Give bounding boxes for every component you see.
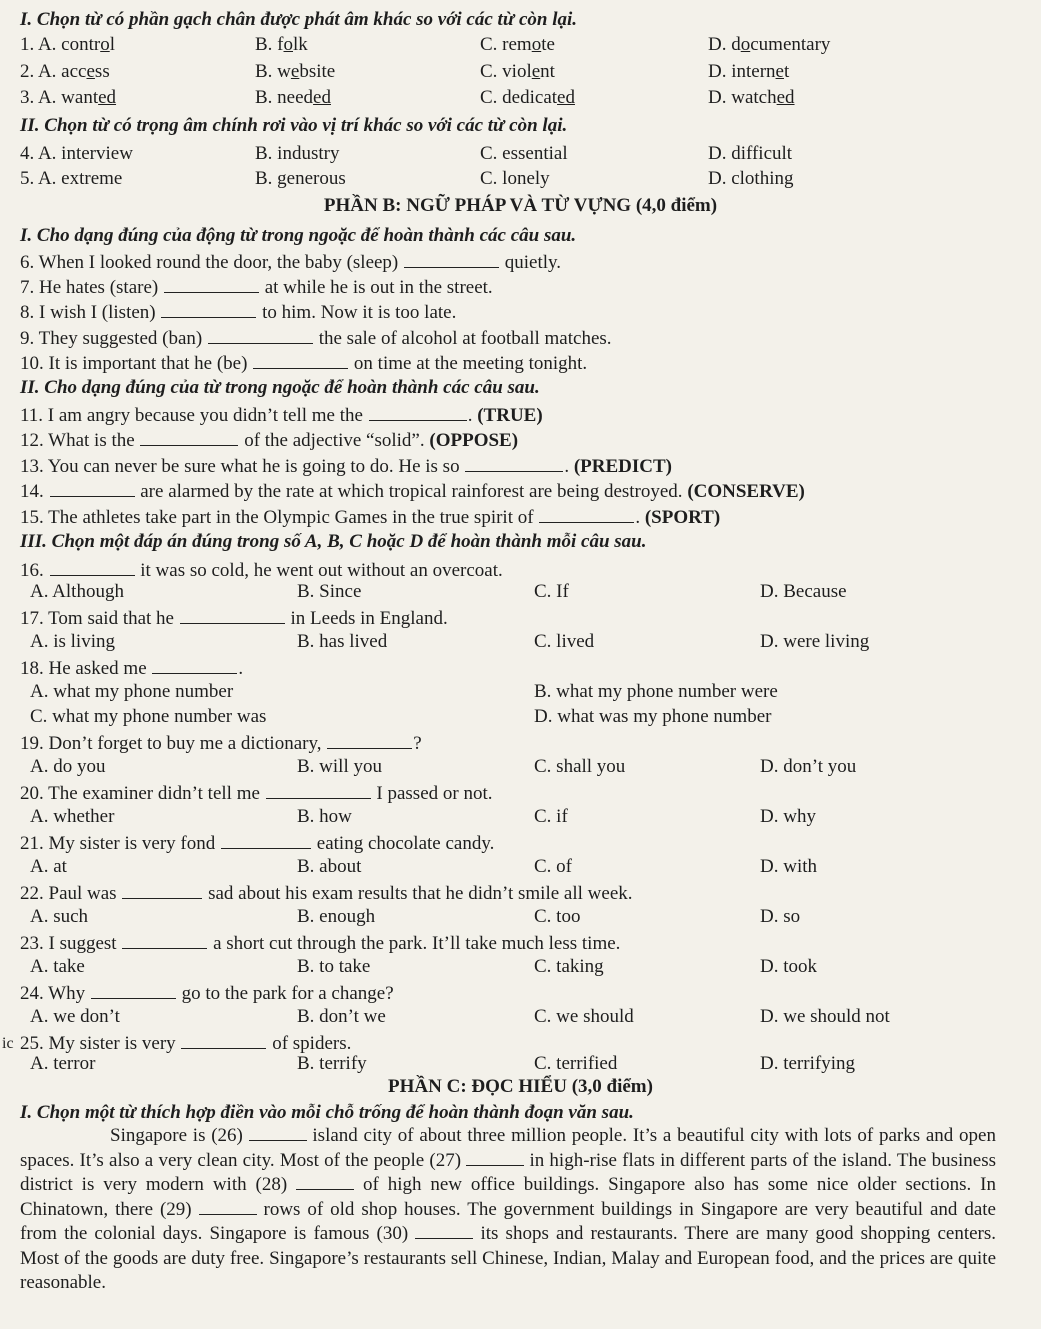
answer-option: D. why [760, 806, 816, 827]
answer-option: C. lived [534, 631, 595, 652]
answer-option: 5. A. extreme [20, 168, 123, 189]
answer-option: 1. A. control [20, 34, 115, 55]
answer-blank[interactable] [152, 655, 237, 674]
answer-option: B. how [297, 806, 352, 827]
margin-note: ic [2, 1035, 14, 1052]
question-line: 23. I suggest a short cut through the park. It’ll take much less time. [20, 930, 620, 957]
passage-blank[interactable] [249, 1124, 307, 1141]
answer-option: D. documentary [708, 34, 831, 55]
answer-blank[interactable] [140, 427, 238, 446]
answer-option: D. what was my phone number [534, 706, 772, 727]
answer-blank[interactable] [208, 325, 313, 344]
word-hint: (PREDICT) [573, 456, 673, 477]
answer-option: A. what my phone number [30, 681, 234, 702]
answer-option: D. clothing [708, 168, 794, 189]
answer-blank[interactable] [161, 299, 256, 318]
answer-blank[interactable] [369, 402, 467, 421]
word-hint: (OPPOSE) [429, 430, 519, 451]
answer-option: D. terrifying [760, 1053, 855, 1074]
answer-option: B. has lived [297, 631, 388, 652]
answer-option: C. shall you [534, 756, 626, 777]
question-line: 8. I wish I (listen) to him. Now it is too late. [20, 299, 456, 326]
answer-blank[interactable] [181, 1030, 266, 1049]
section-heading: I. Chọn từ có phần gạch chân được phát âm khác so với các từ còn lại. [20, 9, 578, 30]
underlined-part: o [283, 34, 293, 55]
passage-blank[interactable] [415, 1222, 473, 1239]
reading-passage: Singapore is (26) island city of about three million people. It’s a beautiful city with lots of parks and open spaces. It’s also a very clean city. Most of the people (27) in high-rise flats in different parts of the island. The business district is very modern with (28) of high new office buildings. Singapore also has some nice older sections. In Chinatown, there (29) rows of old shop houses. The government buildings in Singapore are very beautiful and date from the colonial days. Singapore is famous (30) its shops and restaurants. There are many good shopping centers. Most of the goods are duty free. Singapore’s restaurants sell Chinese, Indian, Malay and European food, and the prices are quite reasonable. [20, 1125, 997, 1293]
question-line: 7. He hates (stare) at while he is out in the street. [20, 274, 493, 301]
answer-option: D. don’t you [760, 756, 857, 777]
answer-option: B. website [255, 61, 336, 82]
underlined-part: o [100, 34, 110, 55]
answer-blank[interactable] [539, 504, 634, 523]
answer-blank[interactable] [221, 830, 311, 849]
answer-blank[interactable] [50, 557, 135, 576]
word-hint: (CONSERVE) [687, 481, 805, 502]
answer-option: D. we should not [760, 1006, 890, 1027]
question-line: 12. What is the of the adjective “solid”. (OPPOSE) [20, 427, 518, 454]
underlined-part: e [290, 61, 300, 82]
question-line: 14. are alarmed by the rate at which tropical rainforest are being destroyed. (CONSERVE) [20, 478, 805, 505]
answer-option: D. took [760, 956, 817, 977]
answer-blank[interactable] [122, 930, 207, 949]
answer-option: C. we should [534, 1006, 634, 1027]
section-heading: III. Chọn một đáp án đúng trong số A, B, C hoặc D để hoàn thành mỗi câu sau. [20, 531, 647, 552]
question-line: 21. My sister is very fond eating chocolate candy. [20, 830, 494, 857]
question-line: 11. I am angry because you didn’t tell me the . (TRUE) [20, 402, 543, 429]
answer-option: C. essential [480, 143, 568, 164]
question-line: 20. The examiner didn’t tell me I passed or not. [20, 780, 493, 807]
answer-option: B. enough [297, 906, 376, 927]
answer-option: C. of [534, 856, 572, 877]
answer-option: A. terror [30, 1053, 96, 1074]
answer-option: D. so [760, 906, 801, 927]
word-hint: (TRUE) [477, 405, 543, 426]
answer-blank[interactable] [253, 350, 348, 369]
answer-option: B. what my phone number were [534, 681, 778, 702]
underlined-part: o [740, 34, 751, 55]
answer-option: 2. A. access [20, 61, 110, 82]
question-line: 15. The athletes take part in the Olympic Games in the true spirit of . (SPORT) [20, 504, 720, 531]
answer-option: C. dedicated [480, 87, 575, 108]
underlined-part: o [531, 34, 542, 55]
answer-option: C. terrified [534, 1053, 618, 1074]
answer-option: A. we don’t [30, 1006, 120, 1027]
answer-option: D. with [760, 856, 817, 877]
answer-option: C. lonely [480, 168, 550, 189]
answer-option: B. to take [297, 956, 371, 977]
word-hint: (SPORT) [644, 507, 721, 528]
underlined-part: ed [98, 87, 117, 108]
answer-option: 4. A. interview [20, 143, 133, 164]
answer-option: B. don’t we [297, 1006, 386, 1027]
question-line: 9. They suggested (ban) the sale of alcohol at football matches. [20, 325, 612, 352]
answer-option: C. If [534, 581, 569, 602]
answer-blank[interactable] [404, 249, 499, 268]
question-line: 24. Why go to the park for a change? [20, 980, 394, 1007]
answer-blank[interactable] [164, 274, 259, 293]
answer-option: 3. A. wanted [20, 87, 117, 108]
answer-option: D. internet [708, 61, 790, 82]
answer-blank[interactable] [465, 453, 563, 472]
passage-blank[interactable] [296, 1173, 354, 1190]
answer-option: B. needed [255, 87, 331, 108]
underlined-part: ed [313, 87, 331, 108]
underlined-part: e [775, 61, 784, 82]
section-heading: II. Chọn từ có trọng âm chính rơi vào vị trí khác so với các từ còn lại. [20, 115, 568, 136]
answer-blank[interactable] [122, 880, 202, 899]
passage-blank[interactable] [199, 1198, 257, 1215]
answer-option: B. terrify [297, 1053, 367, 1074]
answer-option: D. watched [708, 87, 795, 108]
answer-option: A. do you [30, 756, 106, 777]
answer-option: B. about [297, 856, 362, 877]
underlined-part: ed [557, 87, 575, 108]
answer-option: B. industry [255, 143, 340, 164]
answer-option: B. generous [255, 168, 346, 189]
section-heading: I. Cho dạng đúng của động từ trong ngoặc để hoàn thành các câu sau. [20, 225, 577, 246]
answer-option: C. if [534, 806, 568, 827]
answer-option: A. Although [30, 581, 124, 602]
answer-option: A. at [30, 856, 67, 877]
answer-blank[interactable] [50, 478, 135, 497]
question-line: 25. My sister is very of spiders. [20, 1030, 351, 1057]
answer-option: D. Because [760, 581, 847, 602]
passage-blank[interactable] [466, 1149, 524, 1166]
answer-blank[interactable] [180, 605, 285, 624]
question-line: 19. Don’t forget to buy me a dictionary, ? [20, 730, 422, 757]
question-line: 16. it was so cold, he went out without an overcoat. [20, 557, 503, 584]
question-line: 10. It is important that he (be) on time at the meeting tonight. [20, 350, 587, 377]
answer-option: C. too [534, 906, 581, 927]
question-line: 6. When I looked round the door, the baby (sleep) quietly. [20, 249, 561, 276]
underlined-part: ed [776, 87, 795, 108]
answer-blank[interactable] [327, 730, 412, 749]
question-line: 13. You can never be sure what he is going to do. He is so . (PREDICT) [20, 453, 672, 480]
part-title: PHẦN B: NGỮ PHÁP VÀ TỪ VỰNG (4,0 điểm) [323, 195, 718, 216]
section-heading: I. Chọn một từ thích hợp điền vào mỗi chỗ trống để hoàn thành đoạn văn sau. [20, 1102, 634, 1123]
answer-option: C. violent [480, 61, 555, 82]
answer-option: A. is living [30, 631, 115, 652]
answer-option: B. folk [255, 34, 308, 55]
answer-option: D. were living [760, 631, 870, 652]
answer-option: A. whether [30, 806, 115, 827]
question-line: 22. Paul was sad about his exam results that he didn’t smile all week. [20, 880, 633, 907]
answer-option: A. such [30, 906, 89, 927]
answer-option: C. taking [534, 956, 604, 977]
question-line: 17. Tom said that he in Leeds in England. [20, 605, 448, 632]
answer-blank[interactable] [91, 980, 176, 999]
question-line: 18. He asked me . [20, 655, 243, 682]
answer-option: C. remote [480, 34, 555, 55]
section-heading: II. Cho dạng đúng của từ trong ngoặc để hoàn thành các câu sau. [20, 377, 540, 398]
answer-option: D. difficult [708, 143, 793, 164]
answer-option: C. what my phone number was [30, 706, 267, 727]
underlined-part: e [531, 61, 541, 82]
part-title: PHẦN C: ĐỌC HIỂU (3,0 điểm) [388, 1076, 653, 1097]
answer-option: B. will you [297, 756, 382, 777]
answer-option: A. take [30, 956, 85, 977]
answer-blank[interactable] [266, 780, 371, 799]
answer-option: B. Since [297, 581, 362, 602]
underlined-part: e [86, 61, 95, 82]
